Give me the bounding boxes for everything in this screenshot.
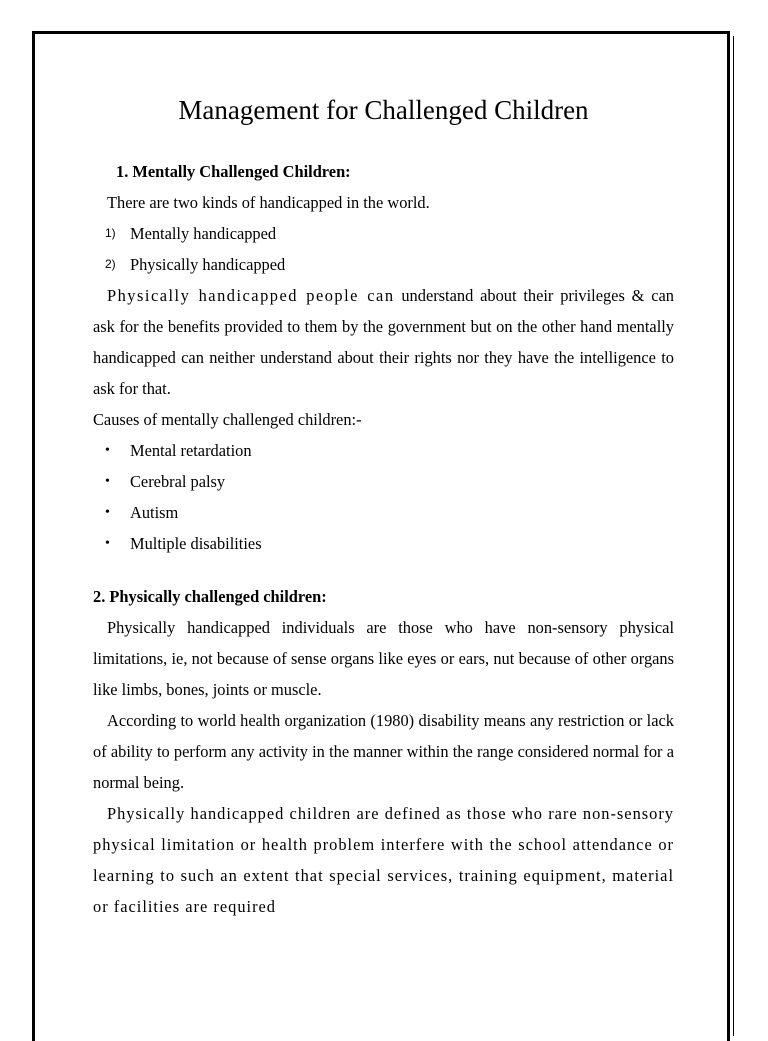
list-item-label: Physically handicapped: [130, 255, 286, 274]
section-1-paragraph: [93, 280, 674, 404]
section-1-intro: There are two kinds of handicapped in the world.: [107, 193, 430, 212]
bullet-icon: •: [105, 443, 110, 458]
paragraph-text: understand about their privileges & can ask for the benefits provided to them by the government but on the other hand mentally handicapped can neither understand about their rights nor they have the intelligence to ask for that.: [93, 286, 674, 398]
causes-list: [93, 435, 674, 559]
list-item: [93, 466, 674, 497]
list-number: 1): [105, 226, 116, 240]
list-item-label: Cerebral palsy: [130, 472, 226, 491]
bullet-icon: •: [105, 474, 110, 489]
section-2-paragraph: Physically handicapped children are defined as those who rare non-sensory physical limitation or health problem interfere with the school attendance or learning to such an extent that special services, training equipment, material or facilities are required: [93, 804, 674, 916]
section-2-paragraph: According to world health organization (1980) disability means any restriction or lack of ability to perform any activity in the manner within the range considered normal for a normal being.: [93, 711, 674, 792]
paragraph-spaced-text: Physically handicapped people can: [107, 286, 395, 305]
page-border-inner-line: [733, 36, 734, 1036]
document-body: [93, 90, 674, 922]
bullet-icon: •: [105, 536, 110, 551]
list-item: [93, 435, 674, 466]
list-item-label: Mentally handicapped: [130, 224, 277, 243]
list-item-label: Mental retardation: [130, 441, 252, 460]
list-item: [93, 249, 674, 280]
section-2-paragraph: Physically handicapped individuals are those who have non-sensory physical limitations, ie, not because of sense organs like eyes or ears, nut because of other organs like limbs, bones, joints or muscle.: [93, 618, 674, 699]
list-item: [93, 218, 674, 249]
section-2-heading: 2. Physically challenged children:: [93, 587, 327, 606]
handicap-kinds-list: [93, 218, 674, 280]
list-item: [93, 497, 674, 528]
list-number: 2): [105, 257, 116, 271]
list-item-label: Autism: [130, 503, 179, 522]
list-item-label: Multiple disabilities: [130, 534, 262, 553]
page-title: Management for Challenged Children: [178, 95, 589, 125]
section-1-heading: 1. Mentally Challenged Children:: [116, 162, 351, 181]
bullet-icon: •: [105, 505, 110, 520]
list-item: [93, 528, 674, 559]
causes-label: Causes of mentally challenged children:-: [93, 410, 362, 429]
